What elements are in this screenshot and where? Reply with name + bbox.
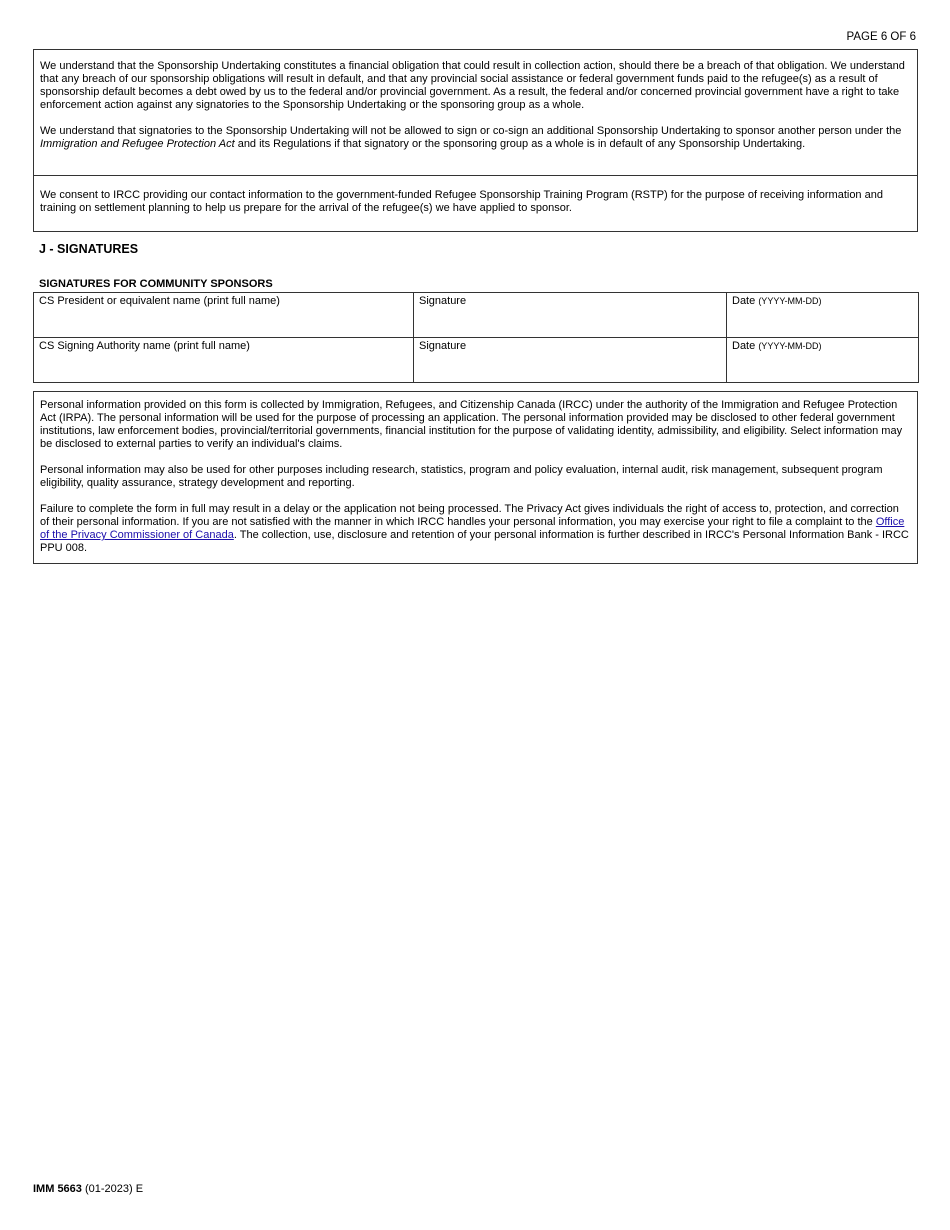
signatures-subtitle: SIGNATURES FOR COMMUNITY SPONSORS xyxy=(39,278,273,290)
president-signature-label: Signature xyxy=(419,295,467,307)
form-identifier xyxy=(33,1183,143,1196)
undertaking-box xyxy=(33,49,918,176)
consent-text: We consent to IRCC providing our contact information to the government-funded Refugee Sponsorship Training Program (RSTP) for the purpose of receiving information and training on settlement planning to help us prepare for the arrival of the refugee(s) we have applied to sponsor. xyxy=(40,189,883,214)
president-name-field[interactable] xyxy=(34,293,414,338)
form-code: IMM 5663 xyxy=(33,1183,82,1195)
president-signature-field[interactable] xyxy=(414,293,727,338)
act-name: Immigration and Refugee Protection Act xyxy=(40,138,235,150)
authority-signature-label: Signature xyxy=(419,340,467,352)
form-edition: (01-2023) E xyxy=(81,1183,144,1195)
president-date-label: Date xyxy=(732,295,756,307)
undertaking-paragraph-2-start: We understand that signatories to the Sponsorship Undertaking will not be allowed to sign or co-sign an additional Sponsorship Undertaking to sponsor another person under the xyxy=(40,125,902,137)
authority-name-label: CS Signing Authority name (print full name) xyxy=(39,340,250,352)
authority-signature-field[interactable] xyxy=(414,338,727,383)
undertaking-paragraph-2 xyxy=(40,125,911,151)
privacy-paragraph-3 xyxy=(40,503,911,555)
privacy-commissioner-link[interactable]: Office of the Privacy Commissioner of Canada xyxy=(40,516,905,541)
authority-date-field[interactable] xyxy=(727,338,919,383)
privacy-paragraph-1: Personal information provided on this form is collected by Immigration, Refugees, and Citizenship Canada (IRCC) under the authority of the Immigration and Refugee Protection Act (IRPA). The personal information will be used for the purpose of processing an application. The personal information provided may be disclosed to other federal government institutions, law enforcement bodies, provincial/territorial governments, financial institution for the purpose of validating identity, admissibility, and eligibility. Select information may be disclosed to external parties to verify an individual's claims. xyxy=(40,399,903,450)
authority-name-field[interactable] xyxy=(34,338,414,383)
privacy-notice-box xyxy=(33,391,918,564)
consent-box xyxy=(33,175,918,232)
authority-date-label: Date xyxy=(732,340,756,352)
signature-row-president xyxy=(34,293,919,338)
president-date-field[interactable] xyxy=(727,293,919,338)
signature-row-authority xyxy=(34,338,919,383)
authority-date-format: (YYYY-MM-DD) xyxy=(758,341,822,351)
president-name-label: CS President or equivalent name (print full name) xyxy=(39,295,280,307)
page-number: PAGE 6 OF 6 xyxy=(846,31,916,43)
signatures-table xyxy=(33,292,919,383)
section-title: J - SIGNATURES xyxy=(39,242,139,256)
privacy-paragraph-3-start: Failure to complete the form in full may result in a delay or the application not being processed. The Privacy Act gives individuals the right of access to, protection, and correction of their personal information. If you are not satisfied with the manner in which IRCC handles your personal information, you may exercise your right to file a complaint to the xyxy=(40,503,899,528)
undertaking-paragraph-1: We understand that the Sponsorship Undertaking constitutes a financial obligation that could result in collection action, should there be a breach of that obligation. We understand that any breach of our sponsorship obligations will result in default, and that any provincial social assistance or federal government funds paid to the refugee(s) as a result of sponsorship default becomes a debt owed by us to the federal and/or provincial government. As a result, the federal and/or concerned provincial government have a right to take enforcement action against any signatories to the Sponsorship Undertaking or the sponsoring group as a whole. xyxy=(40,60,905,111)
president-date-format: (YYYY-MM-DD) xyxy=(758,296,822,306)
undertaking-paragraph-2-end: and its Regulations if that signatory or the sponsoring group as a whole is in default of any Sponsorship Undertaking. xyxy=(234,138,806,150)
privacy-paragraph-2: Personal information may also be used for other purposes including research, statistics, program and policy evaluation, internal audit, risk management, subsequent program eligibility, quality assurance, strategy development and reporting. xyxy=(40,464,883,489)
privacy-paragraph-3-end: . The collection, use, disclosure and retention of your personal information is further described in IRCC's Personal Information Bank - IRCC PPU 008. xyxy=(40,529,909,554)
